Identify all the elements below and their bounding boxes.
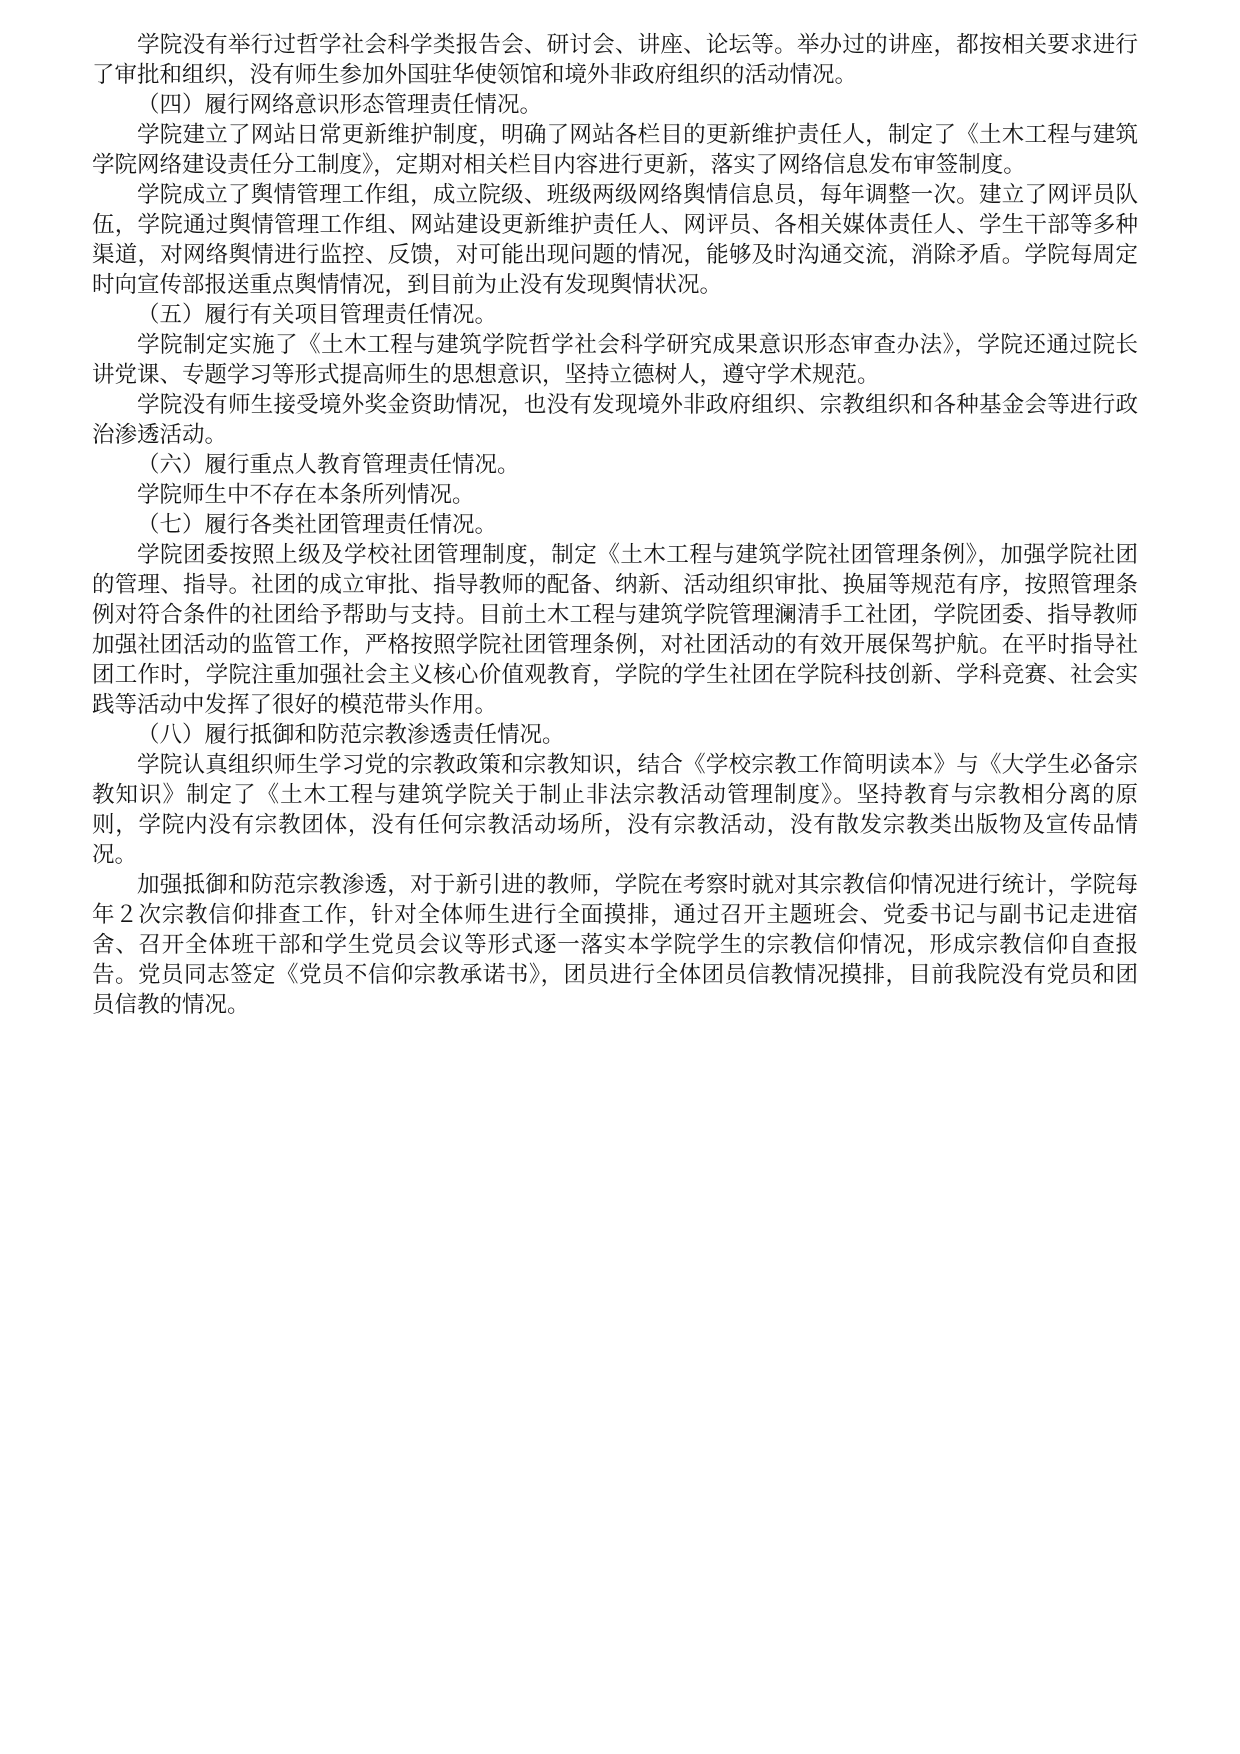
paragraph-public-opinion: 学院成立了舆情管理工作组，成立院级、班级两级网络舆情信息员，每年调整一次。建立了网评员队伍，学院通过舆情管理工作组、网站建设更新维护责任人、网评员、各相关媒体责任人、学生干部等多种渠道，对网络舆情进行监控、反馈，对可能出现问题的情况，能够及时沟通交流，消除矛盾。学院每周定时向宣传部报送重点舆情情况，到目前为止没有发现舆情状况。 [92,182,1138,298]
paragraph-lectures: 学院没有举行过哲学社会科学类报告会、研讨会、讲座、论坛等。举办过的讲座，都按相关要求进行了审批和组织，没有师生参加外国驻华使领馆和境外非政府组织的活动情况。 [92,32,1138,88]
section-heading-5: （五）履行有关项目管理责任情况。 [137,302,498,328]
paragraph-website: 学院建立了网站日常更新维护制度，明确了网站各栏目的更新维护责任人，制定了《土木工程与建筑学院网络建设责任分工制度》，定期对相关栏目内容进行更新，落实了网络信息发布审签制度。 [92,122,1138,178]
section-heading-4: （四）履行网络意识形态管理责任情况。 [137,92,543,118]
section-heading-6: （六）履行重点人教育管理责任情况。 [137,452,520,478]
document-body [92,30,1138,1020]
paragraph-religion-policy: 学院认真组织师生学习党的宗教政策和宗教知识，结合《学校宗教工作简明读本》与《大学生必备宗教知识》制定了《土木工程与建筑学院关于制止非法宗教活动管理制度》。坚持教育与宗教相分离的原则，学院内没有宗教团体，没有任何宗教活动场所，没有宗教活动，没有散发宗教类出版物及宣传品情况。 [92,752,1138,868]
section-heading-7: （七）履行各类社团管理责任情况。 [137,512,498,538]
paragraph-religion-investigation: 加强抵御和防范宗教渗透，对于新引进的教师，学院在考察时就对其宗教信仰情况进行统计，学院每年２次宗教信仰排查工作，针对全体师生进行全面摸排，通过召开主题班会、党委书记与副书记走进宿舍、召开全体班干部和学生党员会议等形式逐一落实本学院学生的宗教信仰情况，形成宗教信仰自查报告。党员同志签定《党员不信仰宗教承诺书》，团员进行全体团员信教情况摸排，目前我院没有党员和团员信教的情况。 [92,872,1138,1018]
paragraph-research-review: 学院制定实施了《土木工程与建筑学院哲学社会科学研究成果意识形态审查办法》，学院还通过院长讲党课、专题学习等形式提高师生的思想意识，坚持立德树人，遵守学术规范。 [92,332,1138,388]
paragraph-key-persons: 学院师生中不存在本条所列情况。 [137,482,475,508]
paragraph-foreign-funding: 学院没有师生接受境外奖金资助情况，也没有发现境外非政府组织、宗教组织和各种基金会等进行政治渗透活动。 [92,392,1138,448]
paragraph-clubs: 学院团委按照上级及学校社团管理制度，制定《土木工程与建筑学院社团管理条例》，加强学院社团的管理、指导。社团的成立审批、指导教师的配备、纳新、活动组织审批、换届等规范有序，按照管理条例对符合条件的社团给予帮助与支持。目前土木工程与建筑学院管理澜清手工社团，学院团委、指导教师加强社团活动的监管工作，严格按照学院社团管理条例，对社团活动的有效开展保驾护航。在平时指导社团工作时，学院注重加强社会主义核心价值观教育，学院的学生社团在学院科技创新、学科竞赛、社会实践等活动中发挥了很好的模范带头作用。 [92,542,1138,718]
section-heading-8: （八）履行抵御和防范宗教渗透责任情况。 [137,722,565,748]
